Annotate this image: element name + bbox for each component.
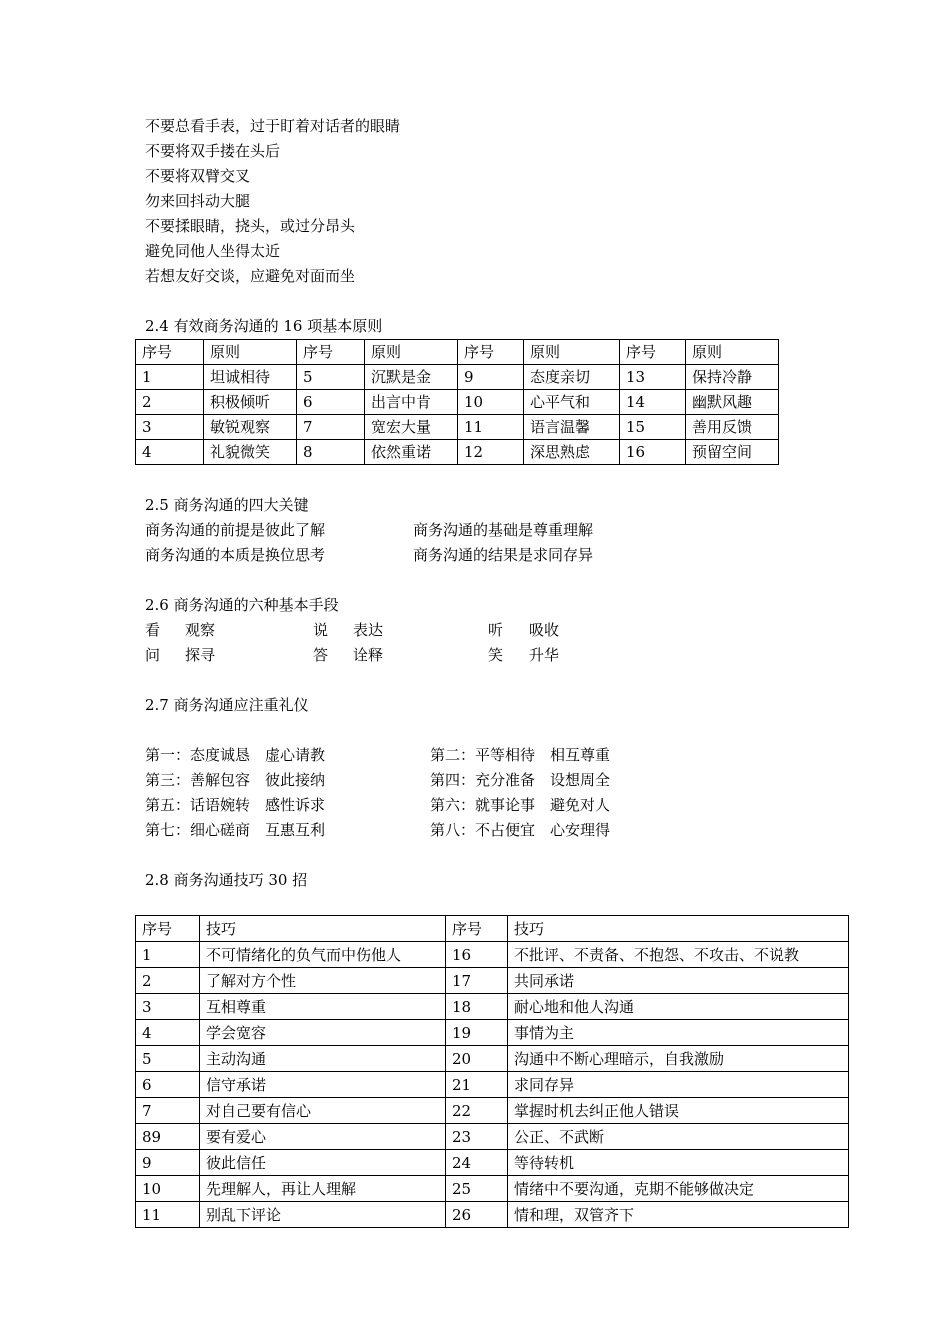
table-row <box>136 1124 849 1150</box>
principle-cell: 礼貌微笑 <box>204 440 297 465</box>
means-verb: 笑 <box>488 646 504 664</box>
means-text: 观察 <box>185 621 216 639</box>
etiquette-item: 第八：不占便宜 心安理得 <box>430 821 611 839</box>
table-row <box>136 390 779 415</box>
principle-cell: 坦诚相待 <box>204 365 297 390</box>
intro-list <box>145 114 865 289</box>
means-verb: 问 <box>145 646 161 664</box>
skill-cell: 情和理，双管齐下 <box>508 1202 849 1228</box>
skill-cell: 事情为主 <box>508 1020 849 1046</box>
skill-cell: 学会宽容 <box>200 1020 446 1046</box>
index-cell: 9 <box>136 1150 200 1176</box>
index-cell: 10 <box>458 390 524 415</box>
index-cell: 17 <box>446 968 508 994</box>
document-body <box>145 114 865 339</box>
skill-cell: 情绪中不要沟通，克期不能够做决定 <box>508 1176 849 1202</box>
index-cell: 7 <box>297 415 365 440</box>
header-cell: 序号 <box>297 340 365 365</box>
section-heading-2-5: 2.5 商务沟通的四大关键 <box>145 496 309 514</box>
principle-cell: 深思熟虑 <box>524 440 620 465</box>
table-row <box>136 1020 849 1046</box>
index-cell: 1 <box>136 365 204 390</box>
principle-cell: 保持冷静 <box>686 365 779 390</box>
means-verb: 听 <box>488 621 504 639</box>
skill-cell: 彼此信任 <box>200 1150 446 1176</box>
table-row <box>136 968 849 994</box>
header-cell: 序号 <box>136 340 204 365</box>
index-cell: 4 <box>136 440 204 465</box>
table-row <box>136 1176 849 1202</box>
header-cell: 技巧 <box>200 916 446 942</box>
etiquette-grid <box>145 743 865 843</box>
table-row <box>136 440 779 465</box>
header-cell: 技巧 <box>508 916 849 942</box>
section-heading-2-8: 2.8 商务沟通技巧 30 招 <box>145 871 308 889</box>
principle-cell: 语言温馨 <box>524 415 620 440</box>
index-cell: 8 <box>297 440 365 465</box>
means-verb: 答 <box>313 646 329 664</box>
principle-cell: 善用反馈 <box>686 415 779 440</box>
index-cell: 7 <box>136 1098 200 1124</box>
means-text: 吸收 <box>529 621 560 639</box>
principle-cell: 宽宏大量 <box>365 415 458 440</box>
table-row <box>136 1150 849 1176</box>
principle-cell: 心平气和 <box>524 390 620 415</box>
index-cell: 21 <box>446 1072 508 1098</box>
section-heading-2-6: 2.6 商务沟通的六种基本手段 <box>145 596 339 614</box>
section-heading-2-4: 2.4 有效商务沟通的 16 项基本原则 <box>145 317 383 335</box>
intro-line: 避免同他人坐得太近 <box>145 242 281 260</box>
table-row <box>136 1046 849 1072</box>
header-cell: 序号 <box>458 340 524 365</box>
skill-cell: 等待转机 <box>508 1150 849 1176</box>
skill-cell: 先理解人，再让人理解 <box>200 1176 446 1202</box>
skill-cell: 不批评、不责备、不抱怨、不攻击、不说教 <box>508 942 849 968</box>
header-cell: 原则 <box>365 340 458 365</box>
table-row <box>136 942 849 968</box>
intro-line: 不要总看手表，过于盯着对话者的眼睛 <box>145 117 401 135</box>
principle-cell: 依然重诺 <box>365 440 458 465</box>
table-row <box>136 365 779 390</box>
index-cell: 5 <box>136 1046 200 1072</box>
index-cell: 2 <box>136 390 204 415</box>
skill-cell: 别乱下评论 <box>200 1202 446 1228</box>
etiquette-item: 第七：细心磋商 互惠互利 <box>145 821 326 839</box>
index-cell: 5 <box>297 365 365 390</box>
index-cell: 4 <box>136 1020 200 1046</box>
index-cell: 26 <box>446 1202 508 1228</box>
skill-cell: 信守承诺 <box>200 1072 446 1098</box>
section-2-5 <box>145 493 865 893</box>
header-cell: 序号 <box>620 340 686 365</box>
index-cell: 16 <box>620 440 686 465</box>
etiquette-item: 第一：态度诚恳 虚心请教 <box>145 746 326 764</box>
skill-cell: 沟通中不断心理暗示，自我激励 <box>508 1046 849 1072</box>
means-verb: 说 <box>313 621 329 639</box>
skill-cell: 了解对方个性 <box>200 968 446 994</box>
skill-cell: 共同承诺 <box>508 968 849 994</box>
means-verb: 看 <box>145 621 161 639</box>
skill-cell: 对自己要有信心 <box>200 1098 446 1124</box>
index-cell: 18 <box>446 994 508 1020</box>
table-row <box>136 1098 849 1124</box>
skills-table <box>135 915 849 1228</box>
skill-cell: 耐心地和他人沟通 <box>508 994 849 1020</box>
index-cell: 3 <box>136 994 200 1020</box>
skill-cell: 求同存异 <box>508 1072 849 1098</box>
key-item: 商务沟通的基础是尊重理解 <box>413 521 594 539</box>
index-cell: 6 <box>136 1072 200 1098</box>
intro-line: 勿来回抖动大腿 <box>145 192 251 210</box>
key-item: 商务沟通的结果是求同存异 <box>413 546 594 564</box>
skill-cell: 要有爱心 <box>200 1124 446 1150</box>
skill-cell: 互相尊重 <box>200 994 446 1020</box>
index-cell: 20 <box>446 1046 508 1072</box>
index-cell: 6 <box>297 390 365 415</box>
etiquette-item: 第六：就事论事 避免对人 <box>430 796 611 814</box>
skill-cell: 公正、不武断 <box>508 1124 849 1150</box>
header-cell: 原则 <box>524 340 620 365</box>
index-cell: 9 <box>458 365 524 390</box>
index-cell: 12 <box>458 440 524 465</box>
means-text: 升华 <box>529 646 560 664</box>
means-text: 探寻 <box>185 646 216 664</box>
index-cell: 22 <box>446 1098 508 1124</box>
skill-cell: 主动沟通 <box>200 1046 446 1072</box>
principle-cell: 敏锐观察 <box>204 415 297 440</box>
table-row <box>136 994 849 1020</box>
index-cell: 11 <box>458 415 524 440</box>
key-item: 商务沟通的前提是彼此了解 <box>145 521 326 539</box>
header-cell: 序号 <box>446 916 508 942</box>
index-cell: 23 <box>446 1124 508 1150</box>
index-cell: 89 <box>136 1124 200 1150</box>
header-cell: 原则 <box>204 340 297 365</box>
key-item: 商务沟通的本质是换位思考 <box>145 546 326 564</box>
means-text: 诠释 <box>353 646 384 664</box>
means-text: 表达 <box>353 621 384 639</box>
table-row <box>136 415 779 440</box>
index-cell: 2 <box>136 968 200 994</box>
principle-cell: 积极倾听 <box>204 390 297 415</box>
index-cell: 24 <box>446 1150 508 1176</box>
index-cell: 1 <box>136 942 200 968</box>
table-row <box>136 1202 849 1228</box>
index-cell: 15 <box>620 415 686 440</box>
index-cell: 25 <box>446 1176 508 1202</box>
etiquette-item: 第三：善解包容 彼此接纳 <box>145 771 326 789</box>
index-cell: 10 <box>136 1176 200 1202</box>
intro-line: 不要将双手搂在头后 <box>145 142 281 160</box>
principle-cell: 沉默是金 <box>365 365 458 390</box>
skill-cell: 掌握时机去纠正他人错误 <box>508 1098 849 1124</box>
index-cell: 16 <box>446 942 508 968</box>
principle-cell: 预留空间 <box>686 440 779 465</box>
skill-cell: 不可情绪化的负气而中伤他人 <box>200 942 446 968</box>
section-heading-2-7: 2.7 商务沟通应注重礼仪 <box>145 696 309 714</box>
index-cell: 14 <box>620 390 686 415</box>
header-cell: 原则 <box>686 340 779 365</box>
table-row <box>136 1072 849 1098</box>
table-header-row <box>136 340 779 365</box>
table-header-row <box>136 916 849 942</box>
principle-cell: 态度亲切 <box>524 365 620 390</box>
intro-line: 不要揉眼睛，挠头，或过分昂头 <box>145 217 356 235</box>
etiquette-item: 第四：充分准备 设想周全 <box>430 771 611 789</box>
means-grid <box>145 618 865 668</box>
principle-cell: 出言中肯 <box>365 390 458 415</box>
header-cell: 序号 <box>136 916 200 942</box>
principles-table <box>135 339 779 465</box>
index-cell: 11 <box>136 1202 200 1228</box>
keys-grid <box>145 518 865 568</box>
index-cell: 19 <box>446 1020 508 1046</box>
principle-cell: 幽默风趣 <box>686 390 779 415</box>
intro-line: 若想友好交谈，应避免对面而坐 <box>145 267 356 285</box>
index-cell: 3 <box>136 415 204 440</box>
intro-line: 不要将双臂交叉 <box>145 167 251 185</box>
index-cell: 13 <box>620 365 686 390</box>
etiquette-item: 第二：平等相待 相互尊重 <box>430 746 611 764</box>
etiquette-item: 第五：话语婉转 感性诉求 <box>145 796 326 814</box>
